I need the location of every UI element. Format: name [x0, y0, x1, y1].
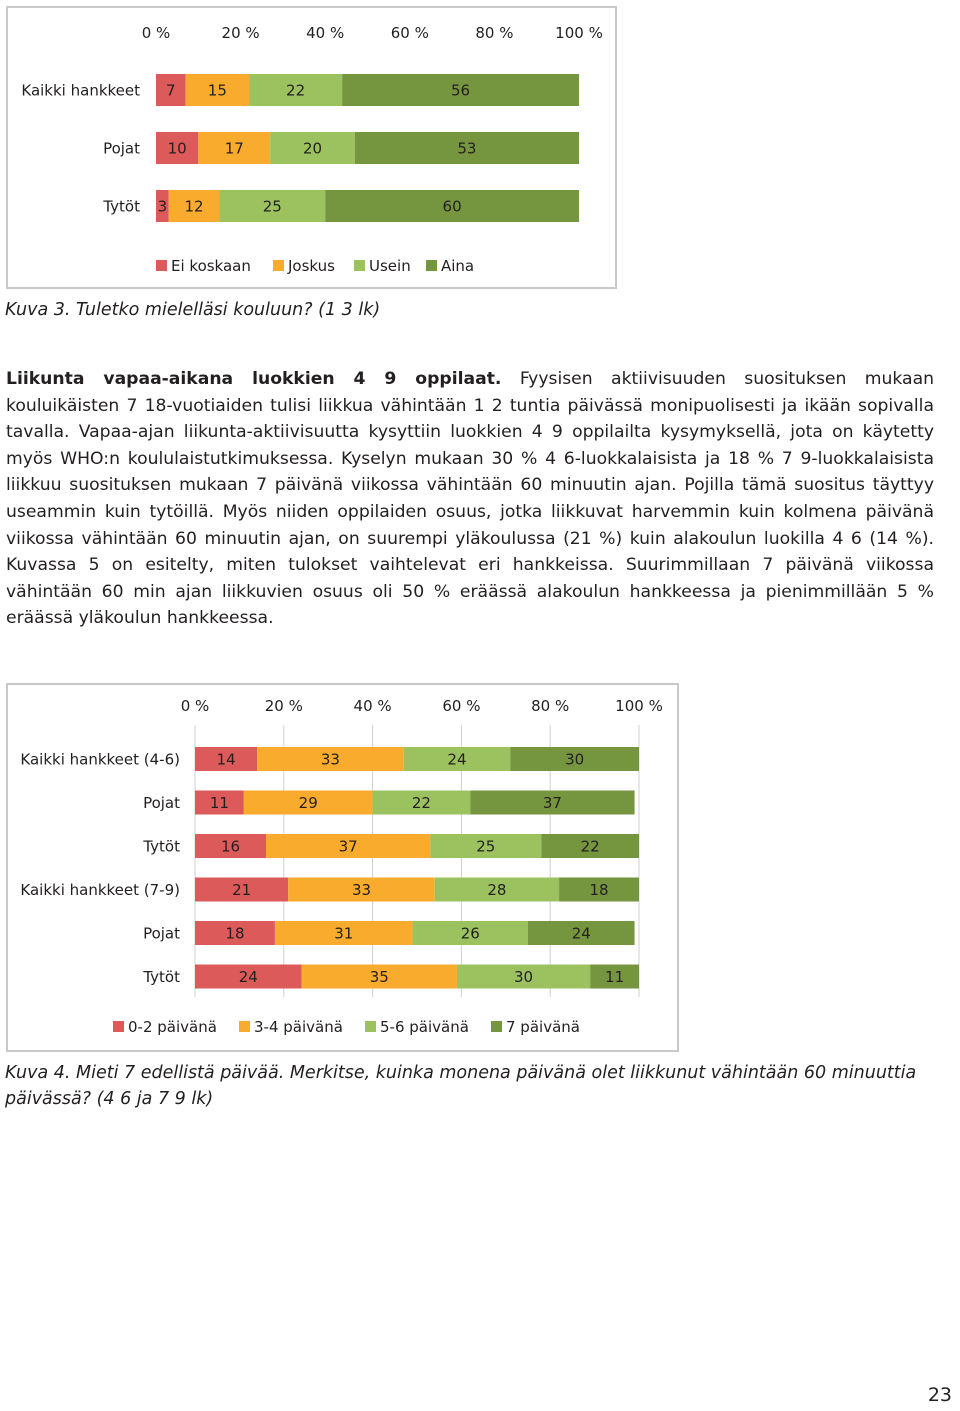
chart2-tick-label: 0 % [180, 697, 210, 715]
chart2-category-label: Pojat [143, 793, 180, 812]
chart2-data-label: 30 [565, 750, 585, 769]
chart1-data-label: 25 [262, 197, 282, 216]
chart2-tick-label: 60 % [442, 697, 481, 715]
chart1-data-label: 53 [457, 139, 477, 158]
chart2-svg [8, 685, 677, 1050]
section-heading: Liikunta vapaa-aikana luokkien 4 9 oppilaat. [6, 369, 502, 389]
chart2-legend-label: 0-2 päivänä [128, 1018, 217, 1036]
chart2-data-label: 29 [298, 793, 318, 812]
chart2-category-label: Kaikki hankkeet (7-9) [20, 880, 180, 899]
chart1-category-label: Tytöt [103, 197, 140, 216]
chart1-legend-label: Usein [369, 257, 411, 275]
chart2-data-label: 26 [460, 924, 480, 943]
chart2-data-label: 22 [580, 837, 600, 856]
chart2-category-label: Tytöt [143, 837, 180, 856]
chart-school-attitude [6, 6, 617, 289]
chart2-data-label: 31 [334, 924, 354, 943]
chart2-tick-label: 100 % [615, 697, 663, 715]
chart1-tick-label: 20 % [221, 24, 260, 42]
chart1-data-label: 3 [157, 197, 168, 216]
chart2-data-label: 24 [571, 924, 591, 943]
chart2-data-label: 30 [514, 967, 534, 986]
paragraph-text: Fyysisen aktiivisuuden suosituksen mukaan kouluikäisten 7 18-vuotiaiden tulisi liikkua vähintään 1 2 tuntia päivässä monipuolisesti ja ikään sopivalla tavalla. Vapaa-ajan liikunta-aktiivisuutta kysyttiin luokkien 4 9 oppilailta kysymyksellä, jota on käytetty myös WHO:n koululaistutkimuksessa. Kyselyn mukaan 30 % 4 6-luokkalaisista ja 18 % 7 9-luokkalaisista liikkuu suosituksen mukaan 7 päivänä viikossa vähintään 60 minuutin ajan. Pojilla tämä suositus täyttyy useammin kuin tytöillä. Myös niiden oppilaiden osuus, jotka liikkuvat harvemmin kuin kolmena päivänä viikossa vähintään 60 minuutin ajan, on suurempi yläkoulussa (21 %) kuin alakoulun luokilla 4 6 (14 %). Kuvassa 5 on esitelty, miten tulokset vaihtelevat eri hankkeissa. Suurimmillaan 7 päivänä viikossa vähintään 60 min ajan liikkuvien osuus oli 50 % eräässä alakoulun hankkeessa ja pienimmillään 5 % eräässä yläkoulun hankkeessa. [6, 369, 935, 629]
chart2-category-label: Kaikki hankkeet (4-6) [20, 750, 180, 769]
chart2-data-label: 11 [605, 967, 625, 986]
chart2-legend-swatch [491, 1021, 502, 1032]
chart1-data-label: 12 [184, 197, 204, 216]
chart2-legend-label: 7 päivänä [506, 1018, 580, 1036]
chart1-data-label: 17 [224, 139, 244, 158]
chart2-legend-swatch [365, 1021, 376, 1032]
chart2-data-label: 16 [220, 837, 241, 856]
chart2-data-label: 24 [238, 967, 258, 986]
chart1-data-label: 20 [302, 139, 323, 158]
chart1-legend-label: Joskus [288, 257, 335, 275]
chart1-tick-label: 0 % [141, 24, 171, 42]
chart1-legend-label: Ei koskaan [171, 257, 251, 275]
chart2-data-label: 33 [320, 750, 340, 769]
chart1-data-label: 56 [451, 81, 471, 100]
chart-physical-activity-days [6, 683, 679, 1052]
chart2-data-label: 18 [589, 880, 609, 899]
chart2-data-label: 18 [225, 924, 245, 943]
chart2-data-label: 37 [542, 793, 562, 812]
chart1-category-label: Pojat [103, 139, 140, 158]
chart1-data-label: 60 [442, 197, 462, 216]
figure-caption-4: Kuva 4. Mieti 7 edellistä päivää. Merkitse, kuinka monena päivänä olet liikkunut vähintään 60 minuuttia päivässä? (4 6 ja 7 9 lk) [5, 1063, 917, 1109]
chart2-category-label: Pojat [143, 924, 180, 943]
chart1-data-label: 15 [207, 81, 227, 100]
chart2-legend-label: 5-6 päivänä [380, 1018, 469, 1036]
chart1-tick-label: 60 % [390, 24, 429, 42]
chart2-tick-label: 40 % [353, 697, 392, 715]
chart1-data-label: 7 [166, 81, 176, 100]
chart1-legend-swatch [354, 260, 365, 271]
chart1-legend-swatch [273, 260, 284, 271]
chart2-data-label: 35 [369, 967, 389, 986]
chart1-data-label: 22 [286, 81, 306, 100]
chart1-legend-label: Aina [441, 257, 475, 275]
chart2-category-label: Tytöt [143, 967, 180, 986]
chart2-data-label: 11 [209, 793, 229, 812]
chart2-legend-swatch [239, 1021, 250, 1032]
chart1-tick-label: 100 % [555, 24, 603, 42]
chart1-data-label: 10 [167, 139, 187, 158]
chart2-data-label: 33 [351, 880, 372, 899]
chart2-legend-label: 3-4 päivänä [254, 1018, 343, 1036]
chart1-legend-swatch [156, 260, 167, 271]
chart2-data-label: 24 [447, 750, 467, 769]
figure-caption-3: Kuva 3. Tuletko mielelläsi kouluun? (1 3 lk) [5, 300, 381, 320]
chart1-svg [8, 8, 615, 287]
chart1-legend-swatch [426, 260, 437, 271]
page-number: 23 [927, 1384, 952, 1406]
body-paragraph [6, 366, 934, 632]
chart1-tick-label: 40 % [306, 24, 345, 42]
chart2-data-label: 28 [487, 880, 507, 899]
chart2-data-label: 21 [232, 880, 252, 899]
chart1-category-label: Kaikki hankkeet [21, 81, 140, 100]
chart2-data-label: 14 [216, 750, 236, 769]
chart2-data-label: 37 [338, 837, 358, 856]
chart2-tick-label: 20 % [264, 697, 303, 715]
chart2-tick-label: 80 % [531, 697, 570, 715]
chart2-legend-swatch [113, 1021, 124, 1032]
chart2-data-label: 22 [411, 793, 431, 812]
chart2-data-label: 25 [476, 837, 496, 856]
chart1-tick-label: 80 % [475, 24, 514, 42]
